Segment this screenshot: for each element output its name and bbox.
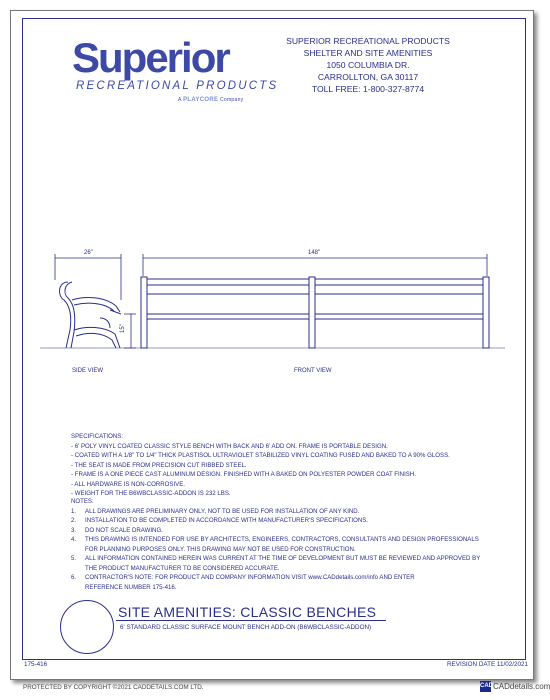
note-number [71, 564, 85, 574]
note-text: THIS DRAWING IS INTENDED FOR USE BY ARCHITECTS, ENGINEERS, CONTRACTORS, CONSULTANTS AND DESIGN PROFESSIONALS [85, 536, 479, 543]
note-text: INSTALLATION TO BE COMPLETED IN ACCORDANCE WITH MANUFACTURER'S SPECIFICATIONS. [85, 517, 368, 524]
address-line-5: TOLL FREE: 1-800-327-8774 [311, 84, 425, 94]
specifications-block [71, 432, 511, 499]
reference-number: 175-416 [24, 661, 48, 668]
spec-item: - 6' POLY VINYL COATED CLASSIC STYLE BENCH WITH BACK AND 6' ADD ON. FRAME IS PORTABLE DESIGN. [71, 442, 388, 450]
cad-logo-icon: CAD [480, 681, 491, 692]
drawing-title: SITE AMENITIES: CLASSIC BENCHES [118, 604, 377, 620]
note-text: ALL INFORMATION CONTAINED HEREIN WAS CURRENT AT THE TIME OF DEVELOPMENT BUT MUST BE REVIEWED AND APPROVED BY [85, 555, 481, 562]
notes-block [71, 497, 511, 592]
address-line-3: 1050 COLUMBIA DR. [326, 60, 410, 70]
title-circle [60, 600, 114, 654]
note-number: 2. [71, 517, 77, 524]
note-text: FOR PLANNING PURPOSES ONLY. THIS DRAWING MAY NOT BE USED FOR CONSTRUCTION. [85, 545, 356, 553]
note-row [71, 573, 511, 583]
spec-item: - ALL HARDWARE IS NON-CORROSIVE. [71, 480, 185, 488]
note-text: REFERENCE NUMBER 175-416. [85, 583, 177, 591]
note-text: CONTRACTOR'S NOTE: FOR PRODUCT AND COMPANY INFORMATION VISIT www.CADdetails.com/info AND ENTER [85, 574, 415, 581]
note-text: ALL DRAWINGS ARE PRELIMINARY ONLY, NOT TO BE USED FOR INSTALLATION OF ANY KIND. [85, 507, 360, 515]
logo-tag-brand: PLAYCORE [183, 97, 219, 103]
logo-subtitle: RECREATIONAL PRODUCTS [76, 80, 279, 92]
side-view-label: SIDE VIEW [72, 368, 104, 374]
revision-date: REVISION DATE 11/02/2021 [447, 661, 528, 668]
specifications-heading: SPECIFICATIONS: [71, 433, 124, 440]
note-row [71, 554, 511, 564]
note-number: 1. [71, 507, 77, 515]
caddetails-brand[interactable] [480, 681, 550, 692]
note-number: 6. [71, 574, 77, 581]
note-row [71, 526, 511, 536]
note-number: 4. [71, 536, 77, 543]
note-number: 3. [71, 526, 77, 534]
note-row [71, 564, 511, 574]
notes-heading: NOTES: [71, 498, 94, 505]
note-row [71, 516, 511, 526]
logo-tag-prefix: A [178, 97, 182, 103]
address-line-1: SUPERIOR RECREATIONAL PRODUCTS [286, 36, 450, 46]
note-row [71, 545, 511, 555]
spec-item: - COATED WITH A 1/8" TO 1/4" THICK PLASTISOL ULTRAVIOLET STABILIZED VINYL COATING FUSED AND BAKED TO A 90% GLOSS. [71, 452, 450, 459]
spec-item: - WEIGHT FOR THE B6WBCLASSIC-ADDON IS 232 LBS. [71, 490, 231, 497]
note-text: DO NOT SCALE DRAWING. [85, 526, 163, 534]
seat-height-label: 15" [120, 324, 126, 333]
front-view-bench [141, 277, 489, 348]
note-number: 5. [71, 555, 77, 562]
front-view-label: FRONT VIEW [294, 368, 332, 374]
logo-tag-suffix: Company [219, 97, 244, 103]
copyright-text: PROTECTED BY COPYRIGHT ©2021 CADDETAILS.COM LTD. [23, 684, 204, 691]
front-width-label: 148" [308, 250, 321, 256]
note-text: THE PRODUCT MANUFACTURER TO BE CONSIDERED ACCURATE. [85, 564, 280, 572]
drawing-subtitle: 6' STANDARD CLASSIC SURFACE MOUNT BENCH ADD-ON (B6WBCLASSIC-ADDON) [120, 624, 372, 631]
spec-item: - FRAME IS A ONE PIECE CAST ALUMINUM DESIGN. FINISHED WITH A BAKED ON POLYESTER POWDER COAT FINISH. [71, 471, 416, 478]
logo-wordmark: Superior [72, 34, 229, 81]
address-line-4: CARROLLTON, GA 30117 [317, 72, 419, 82]
caddetails-link[interactable]: CADdetails.com [493, 682, 550, 691]
note-row [71, 535, 511, 545]
note-row [71, 583, 511, 593]
note-number [71, 583, 85, 593]
spec-item: - THE SEAT IS MADE FROM PRECISION CUT RIBBED STEEL. [71, 461, 247, 469]
address-line-2: SHELTER AND SITE AMENITIES [303, 48, 433, 58]
title-underline [116, 620, 386, 621]
side-width-label: 26" [84, 250, 93, 256]
note-row [71, 507, 511, 517]
note-number [71, 545, 85, 555]
side-view-bench [59, 282, 121, 348]
